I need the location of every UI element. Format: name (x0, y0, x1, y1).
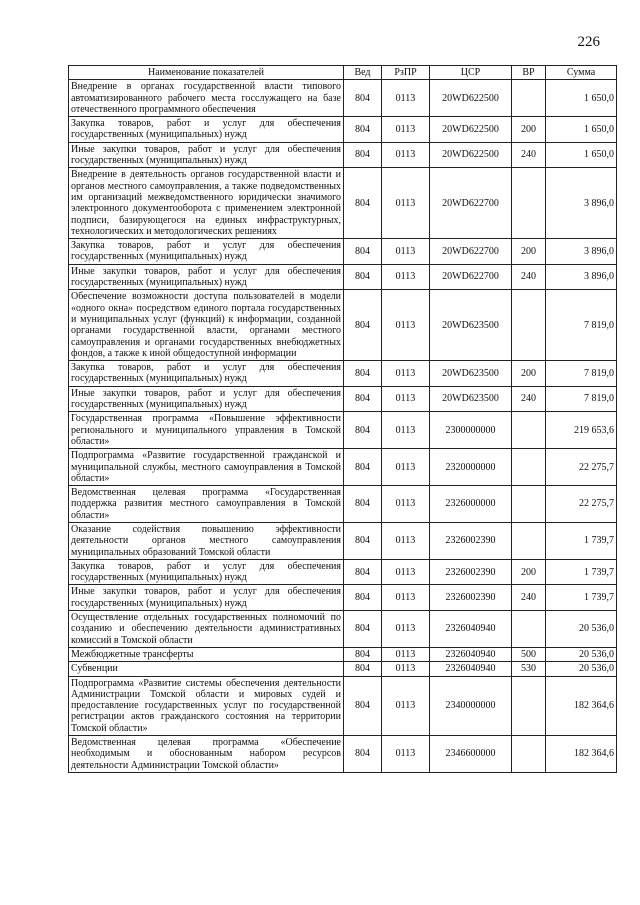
row-vr (512, 80, 546, 117)
row-rzpr: 0113 (382, 117, 430, 143)
row-vr (512, 449, 546, 486)
row-rzpr: 0113 (382, 412, 430, 449)
row-csr: 2326000000 (430, 486, 512, 523)
table-row (69, 142, 617, 168)
row-ved: 804 (344, 168, 382, 239)
row-name: Закупка товаров, работ и услуг для обеспечения государственных (муниципальных) нужд (69, 361, 344, 387)
row-name: Иные закупки товаров, работ и услуг для обеспечения государственных (муниципальных) нужд (69, 264, 344, 290)
row-rzpr: 0113 (382, 168, 430, 239)
row-rzpr: 0113 (382, 386, 430, 412)
row-ved: 804 (344, 117, 382, 143)
row-sum: 1 650,0 (546, 80, 617, 117)
row-name: Подпрограмма «Развитие государственной гражданской и муниципальной службы, местного самоуправления в Томской области» (69, 449, 344, 486)
page-number: 226 (577, 34, 600, 50)
row-vr (512, 522, 546, 559)
row-rzpr: 0113 (382, 290, 430, 361)
row-vr: 240 (512, 264, 546, 290)
row-sum: 3 896,0 (546, 168, 617, 239)
row-rzpr: 0113 (382, 676, 430, 735)
row-rzpr: 0113 (382, 486, 430, 523)
row-ved: 804 (344, 647, 382, 661)
row-name: Закупка товаров, работ и услуг для обеспечения государственных (муниципальных) нужд (69, 117, 344, 143)
row-name: Межбюджетные трансферты (69, 647, 344, 661)
row-csr: 20WD622500 (430, 142, 512, 168)
row-name: Обеспечение возможности доступа пользователей в модели «одного окна» посредством единого портала государственных и муниципальных услуг (функций) к информации, созданной органами государственной власти, органами местного самоуправления и органами государственных внебюджетных фондов, а также к иной общедоступной информации (69, 290, 344, 361)
row-csr: 2326040940 (430, 662, 512, 676)
row-ved: 804 (344, 486, 382, 523)
row-ved: 804 (344, 611, 382, 648)
header-sum: Сумма (546, 66, 617, 80)
row-rzpr: 0113 (382, 611, 430, 648)
row-csr: 2346600000 (430, 736, 512, 773)
row-sum: 20 536,0 (546, 611, 617, 648)
table-header-row (69, 66, 617, 80)
row-csr: 20WD623500 (430, 361, 512, 387)
row-rzpr: 0113 (382, 522, 430, 559)
table-row (69, 647, 617, 661)
row-csr: 20WD623500 (430, 290, 512, 361)
row-vr (512, 290, 546, 361)
row-vr: 200 (512, 239, 546, 265)
table-row (69, 486, 617, 523)
row-ved: 804 (344, 239, 382, 265)
row-csr: 2326002390 (430, 522, 512, 559)
row-ved: 804 (344, 522, 382, 559)
row-ved: 804 (344, 361, 382, 387)
row-rzpr: 0113 (382, 449, 430, 486)
row-vr (512, 168, 546, 239)
table-row (69, 412, 617, 449)
row-vr: 200 (512, 117, 546, 143)
table-row (69, 736, 617, 773)
row-ved: 804 (344, 559, 382, 585)
row-name: Иные закупки товаров, работ и услуг для обеспечения государственных (муниципальных) нужд (69, 386, 344, 412)
table-row (69, 239, 617, 265)
table-row (69, 290, 617, 361)
header-ved: Вед (344, 66, 382, 80)
row-csr: 2300000000 (430, 412, 512, 449)
row-sum: 1 739,7 (546, 522, 617, 559)
table-row (69, 522, 617, 559)
row-name: Внедрение в деятельность органов государственной власти и органов местного самоуправления, а также подведомственных им организаций межведомственного юридически значимого электронного документооборота с применением электронной подписи, базирующегося на единых инфраструктурных, технологических и методологических решениях (69, 168, 344, 239)
row-sum: 182 364,6 (546, 736, 617, 773)
row-rzpr: 0113 (382, 239, 430, 265)
row-csr: 20WD622500 (430, 117, 512, 143)
row-ved: 804 (344, 142, 382, 168)
row-name: Закупка товаров, работ и услуг для обеспечения государственных (муниципальных) нужд (69, 239, 344, 265)
row-name: Внедрение в органах государственной власти типового автоматизированного рабочего места госслужащего на базе отечественного программного обеспечения (69, 80, 344, 117)
row-csr: 2326040940 (430, 647, 512, 661)
row-sum: 219 653,6 (546, 412, 617, 449)
row-ved: 804 (344, 290, 382, 361)
row-name: Иные закупки товаров, работ и услуг для обеспечения государственных (муниципальных) нужд (69, 142, 344, 168)
table-row (69, 80, 617, 117)
row-sum: 7 819,0 (546, 386, 617, 412)
table-row (69, 117, 617, 143)
row-vr: 500 (512, 647, 546, 661)
row-rzpr: 0113 (382, 559, 430, 585)
row-csr: 20WD622500 (430, 80, 512, 117)
row-csr: 2326040940 (430, 611, 512, 648)
row-name: Иные закупки товаров, работ и услуг для обеспечения государственных (муниципальных) нужд (69, 585, 344, 611)
row-ved: 804 (344, 449, 382, 486)
row-name: Закупка товаров, работ и услуг для обеспечения государственных (муниципальных) нужд (69, 559, 344, 585)
row-vr: 240 (512, 585, 546, 611)
row-rzpr: 0113 (382, 662, 430, 676)
table-row (69, 611, 617, 648)
row-csr: 20WD622700 (430, 264, 512, 290)
row-csr: 2340000000 (430, 676, 512, 735)
table-row (69, 676, 617, 735)
row-sum: 20 536,0 (546, 662, 617, 676)
row-rzpr: 0113 (382, 736, 430, 773)
row-name: Ведомственная целевая программа «Обеспечение необходимым и обоснованным набором ресурсов деятельности Администрации Томской области» (69, 736, 344, 773)
row-vr: 530 (512, 662, 546, 676)
row-rzpr: 0113 (382, 585, 430, 611)
table-row (69, 264, 617, 290)
row-vr (512, 676, 546, 735)
row-name: Оказание содействия повышению эффективности деятельности органов местного самоуправления муниципальных образований Томской области (69, 522, 344, 559)
row-vr: 200 (512, 559, 546, 585)
row-rzpr: 0113 (382, 647, 430, 661)
header-csr: ЦСР (430, 66, 512, 80)
row-sum: 1 650,0 (546, 117, 617, 143)
row-sum: 7 819,0 (546, 290, 617, 361)
header-vr: ВР (512, 66, 546, 80)
row-ved: 804 (344, 662, 382, 676)
row-vr: 240 (512, 142, 546, 168)
row-ved: 804 (344, 736, 382, 773)
row-rzpr: 0113 (382, 361, 430, 387)
budget-table (68, 65, 617, 773)
row-vr (512, 611, 546, 648)
row-ved: 804 (344, 264, 382, 290)
row-sum: 182 364,6 (546, 676, 617, 735)
row-sum: 1 739,7 (546, 585, 617, 611)
row-ved: 804 (344, 412, 382, 449)
table-row (69, 449, 617, 486)
table-row (69, 361, 617, 387)
row-csr: 2326002390 (430, 559, 512, 585)
row-rzpr: 0113 (382, 80, 430, 117)
row-ved: 804 (344, 386, 382, 412)
table-row (69, 386, 617, 412)
table-row (69, 559, 617, 585)
row-sum: 3 896,0 (546, 239, 617, 265)
row-sum: 22 275,7 (546, 449, 617, 486)
row-csr: 2326002390 (430, 585, 512, 611)
row-ved: 804 (344, 676, 382, 735)
row-name: Субвенции (69, 662, 344, 676)
row-sum: 7 819,0 (546, 361, 617, 387)
row-vr: 240 (512, 386, 546, 412)
row-name: Ведомственная целевая программа «Государственная поддержка развития местного самоуправления в Томской области» (69, 486, 344, 523)
table-row (69, 168, 617, 239)
row-name: Осуществление отдельных государственных полномочий по созданию и обеспечению деятельности административных комиссий в Томской области (69, 611, 344, 648)
row-sum: 3 896,0 (546, 264, 617, 290)
row-vr (512, 736, 546, 773)
table-row (69, 585, 617, 611)
row-vr (512, 486, 546, 523)
row-csr: 20WD622700 (430, 239, 512, 265)
row-name: Подпрограмма «Развитие системы обеспечения деятельности Администрации Томской области и мировых судей и предоставление государственных услуг по государственной регистрации актов гражданского состояния на территории Томской области» (69, 676, 344, 735)
row-csr: 2320000000 (430, 449, 512, 486)
row-sum: 20 536,0 (546, 647, 617, 661)
row-sum: 22 275,7 (546, 486, 617, 523)
row-sum: 1 739,7 (546, 559, 617, 585)
header-name: Наименование показателей (69, 66, 344, 80)
table-row (69, 662, 617, 676)
row-sum: 1 650,0 (546, 142, 617, 168)
row-vr (512, 412, 546, 449)
row-ved: 804 (344, 585, 382, 611)
row-name: Государственная программа «Повышение эффективности регионального и муниципального управления в Томской области» (69, 412, 344, 449)
row-ved: 804 (344, 80, 382, 117)
row-rzpr: 0113 (382, 142, 430, 168)
row-vr: 200 (512, 361, 546, 387)
row-csr: 20WD623500 (430, 386, 512, 412)
row-csr: 20WD622700 (430, 168, 512, 239)
header-rzpr: РзПР (382, 66, 430, 80)
row-rzpr: 0113 (382, 264, 430, 290)
